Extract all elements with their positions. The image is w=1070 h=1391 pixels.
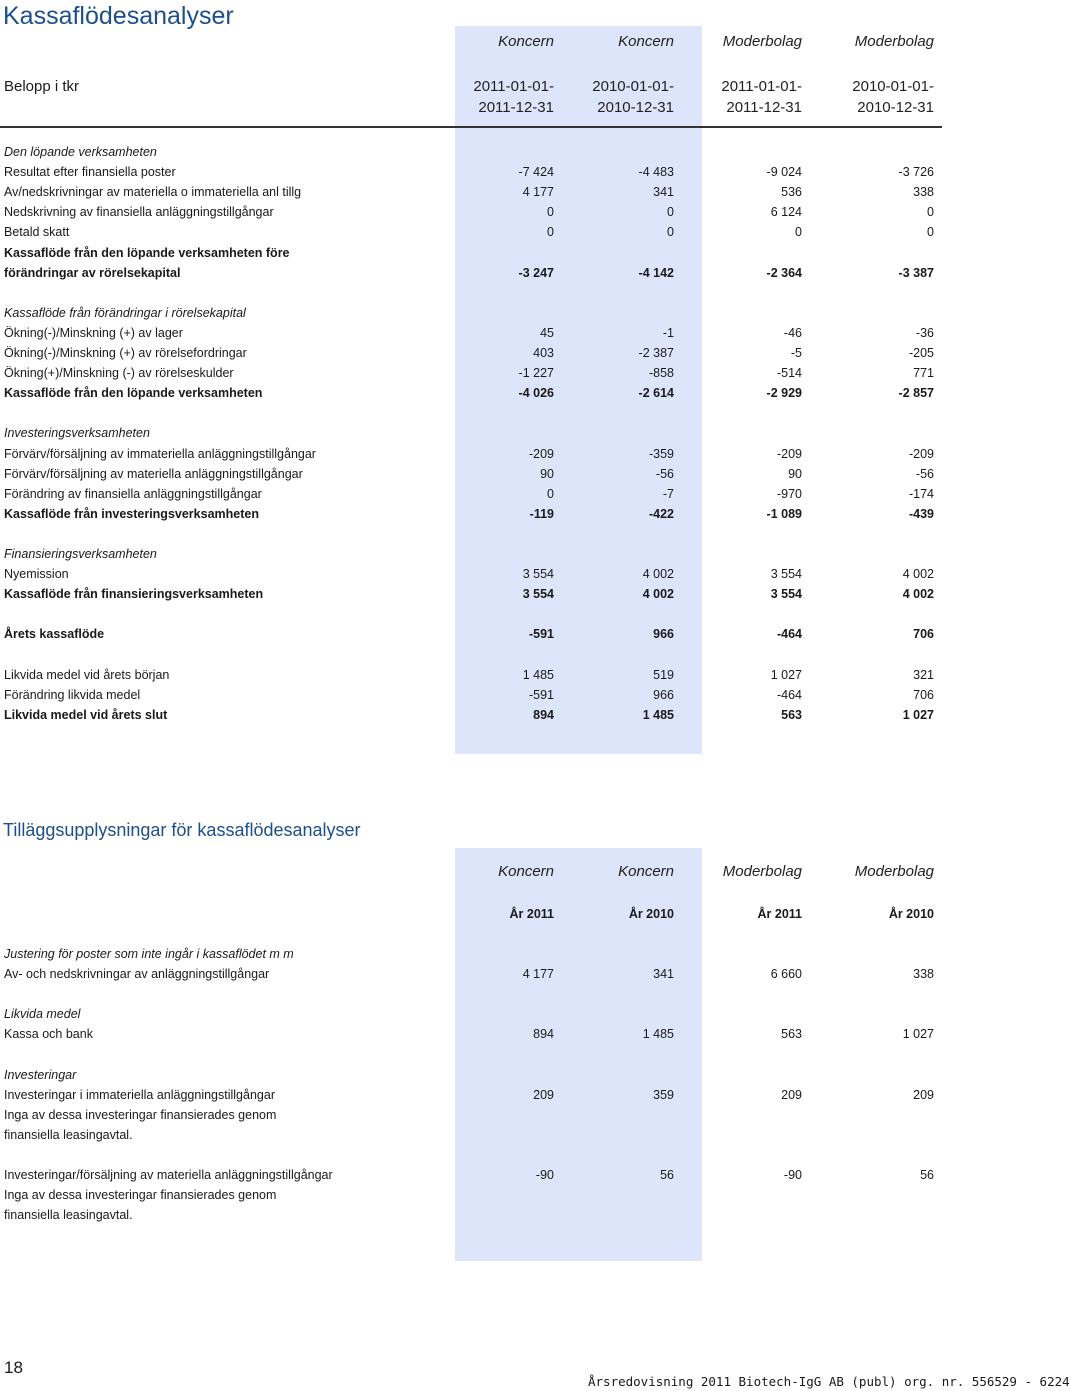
row-value: -3 247: [518, 265, 554, 280]
section-title: Tilläggsupplysningar för kassaflödesanalyser: [3, 820, 361, 840]
row-value: -464: [776, 687, 802, 702]
row-value: -36: [915, 325, 934, 340]
column-header: Koncern: [498, 863, 554, 880]
header-rule: [0, 126, 942, 128]
row-value: 56: [660, 1168, 674, 1183]
row-value: 403: [533, 346, 554, 360]
row-value: 563: [781, 1027, 802, 1042]
row-value: 4 002: [902, 567, 934, 582]
row-value: -7 424: [518, 165, 554, 180]
row-value: 0: [547, 225, 554, 240]
row-value: -174: [908, 486, 934, 501]
row-value: 0: [795, 225, 802, 240]
row-value: 1 027: [902, 707, 934, 722]
row-value: -4 483: [638, 165, 674, 180]
row-value: -514: [776, 366, 802, 381]
column-header: Moderbolag: [722, 33, 802, 50]
amount-label: Belopp i tkr: [4, 78, 80, 95]
row-label: Inga av dessa investeringar finansierades genom: [4, 1107, 277, 1122]
row-value: -970: [776, 486, 802, 501]
page-number: 18: [4, 1358, 23, 1377]
row-value: -359: [648, 446, 674, 461]
row-label: Likvida medel vid årets början: [4, 667, 170, 682]
period-label: 2010-01-01-: [852, 78, 934, 95]
row-label: Kassaflöde från investeringsverksamheten: [4, 506, 259, 521]
row-value: 4 002: [642, 567, 674, 582]
row-value: -2 857: [898, 386, 934, 401]
row-value: -464: [776, 627, 802, 642]
row-value: 1 485: [642, 1027, 674, 1042]
row-value: -1 089: [766, 506, 802, 521]
row-label: Kassa och bank: [4, 1027, 93, 1042]
row-value: 359: [653, 1087, 674, 1102]
row-value: 4 002: [902, 587, 934, 602]
row-value: 536: [781, 185, 802, 200]
row-label: Finansieringsverksamheten: [4, 547, 157, 561]
row-label: Ökning(-)/Minskning (+) av lager: [4, 325, 183, 340]
row-label: Kassaflöde från finansieringsverksamheten: [4, 587, 264, 602]
year-label: År 2010: [888, 907, 934, 921]
column-header: Koncern: [618, 863, 674, 880]
year-label: År 2010: [628, 907, 674, 921]
row-label: Investeringar: [4, 1067, 77, 1082]
row-value: -2 929: [766, 386, 802, 401]
row-value: -3 387: [898, 265, 934, 280]
footer-text: Årsredovisning 2011 Biotech-IgG AB (publ) org. nr. 556529 - 6224: [588, 1374, 1070, 1389]
row-label: Nyemission: [4, 567, 69, 582]
period-label: 2011-12-31: [478, 99, 554, 116]
row-value: 706: [913, 627, 934, 642]
row-value: 0: [927, 225, 934, 240]
row-label: Betald skatt: [4, 225, 70, 240]
row-value: -46: [783, 325, 802, 340]
row-value: -56: [655, 466, 674, 481]
row-value: 209: [913, 1087, 934, 1102]
row-label: finansiella leasingavtal.: [4, 1127, 133, 1142]
row-value: 4 177: [522, 185, 554, 200]
period-label: 2011-01-01-: [473, 78, 554, 95]
row-label: Förändring likvida medel: [4, 687, 141, 702]
row-value: -1: [662, 325, 674, 340]
row-value: -858: [648, 366, 674, 381]
row-value: 771: [913, 366, 934, 381]
row-value: -209: [776, 446, 802, 461]
row-label: Förvärv/försäljning av immateriella anläggningstillgångar: [4, 446, 316, 461]
row-value: 1 027: [902, 1027, 934, 1042]
row-value: 0: [547, 486, 554, 501]
row-label: Av/nedskrivningar av materiella o immateriella anl tillg: [4, 185, 302, 200]
row-value: 894: [533, 1027, 554, 1042]
row-label: Inga av dessa investeringar finansierades genom: [4, 1188, 277, 1203]
row-label: Årets kassaflöde: [4, 627, 105, 642]
row-value: 90: [788, 466, 802, 481]
row-label: Nedskrivning av finansiella anläggningstillgångar: [4, 205, 274, 220]
row-value: 6 124: [770, 205, 802, 220]
column-header: Koncern: [618, 33, 674, 50]
column-header: Moderbolag: [854, 863, 934, 880]
row-value: 4 177: [522, 967, 554, 982]
row-value: 706: [913, 687, 934, 702]
row-value: -209: [528, 446, 554, 461]
row-label: Resultat efter finansiella poster: [4, 165, 176, 180]
row-value: 209: [533, 1087, 554, 1102]
row-label: Ökning(-)/Minskning (+) av rörelsefordringar: [4, 346, 247, 360]
row-value: -2 387: [638, 346, 674, 360]
period-label: 2011-01-01-: [721, 78, 802, 95]
row-label: Kassaflöde från den löpande verksamheten före: [4, 245, 290, 260]
row-value: 966: [653, 627, 674, 642]
page-title: Kassaflödesanalyser: [3, 2, 234, 30]
row-value: 1 485: [642, 707, 674, 722]
row-value: -1 227: [518, 366, 554, 381]
period-label: 2010-01-01-: [592, 78, 674, 95]
row-value: -3 726: [898, 165, 934, 180]
row-value: -2 614: [638, 386, 674, 401]
row-value: -4 026: [518, 386, 554, 401]
row-value: -5: [790, 346, 802, 360]
row-value: 90: [540, 466, 554, 481]
row-value: -2 364: [766, 265, 802, 280]
row-label: Investeringar i immateriella anläggningstillgångar: [4, 1087, 275, 1102]
row-value: -591: [528, 687, 554, 702]
row-value: 209: [781, 1087, 802, 1102]
column-header: Koncern: [498, 33, 554, 50]
row-value: -422: [648, 506, 674, 521]
column-header: Moderbolag: [722, 863, 802, 880]
row-value: 338: [913, 967, 934, 982]
row-value: 4 002: [642, 587, 674, 602]
row-value: 341: [653, 967, 674, 982]
row-value: 1 485: [522, 667, 554, 682]
row-value: -205: [908, 346, 934, 360]
row-value: 3 554: [770, 587, 802, 602]
row-value: 341: [653, 185, 674, 200]
row-value: -119: [529, 506, 554, 521]
row-value: 338: [913, 185, 934, 200]
row-label: Förvärv/försäljning av materiella anläggningstillgångar: [4, 466, 303, 481]
row-label: Av- och nedskrivningar av anläggningstillgångar: [4, 967, 270, 982]
row-label: Den löpande verksamheten: [4, 145, 157, 159]
row-value: 3 554: [522, 567, 554, 582]
row-label: Kassaflöde från förändringar i rörelsekapital: [4, 305, 246, 320]
row-value: 563: [781, 707, 802, 722]
period-label: 2010-12-31: [857, 99, 934, 116]
row-label: finansiella leasingavtal.: [4, 1208, 133, 1223]
row-value: 519: [653, 667, 674, 682]
row-value: -9 024: [766, 165, 802, 180]
row-value: -209: [908, 446, 934, 461]
row-label: Investeringar/försäljning av materiella anläggningstillgångar: [4, 1168, 333, 1183]
row-value: -90: [783, 1168, 802, 1183]
row-value: 321: [913, 667, 934, 682]
row-label: Ökning(+)/Minskning (-) av rörelseskulder: [4, 366, 234, 381]
row-value: 45: [540, 325, 554, 340]
period-label: 2011-12-31: [726, 99, 802, 116]
row-value: -591: [528, 627, 554, 642]
row-value: 0: [667, 225, 674, 240]
row-value: 0: [547, 205, 554, 220]
row-label: förändringar av rörelsekapital: [4, 265, 181, 280]
row-label: Justering för poster som inte ingår i kassaflödet m m: [4, 947, 294, 961]
row-value: 0: [667, 205, 674, 220]
row-label: Likvida medel: [4, 1007, 81, 1022]
row-value: -439: [908, 506, 934, 521]
column-header: Moderbolag: [854, 33, 934, 50]
row-value: 56: [920, 1168, 934, 1183]
row-value: 0: [927, 205, 934, 220]
row-value: 6 660: [770, 967, 802, 982]
row-label: Likvida medel vid årets slut: [4, 707, 168, 722]
row-label: Investeringsverksamheten: [4, 426, 150, 441]
row-value: 894: [533, 707, 554, 722]
row-value: 3 554: [770, 567, 802, 582]
row-value: -90: [535, 1168, 554, 1183]
year-label: År 2011: [509, 907, 554, 921]
year-label: År 2011: [757, 907, 802, 921]
row-value: 966: [653, 687, 674, 702]
row-value: 1 027: [770, 667, 802, 682]
row-value: 3 554: [522, 587, 554, 602]
period-label: 2010-12-31: [597, 99, 674, 116]
row-label: Förändring av finansiella anläggningstillgångar: [4, 486, 262, 501]
row-label: Kassaflöde från den löpande verksamheten: [4, 386, 263, 401]
row-value: -7: [662, 486, 674, 501]
row-value: -56: [915, 466, 934, 481]
row-value: -4 142: [638, 265, 674, 280]
